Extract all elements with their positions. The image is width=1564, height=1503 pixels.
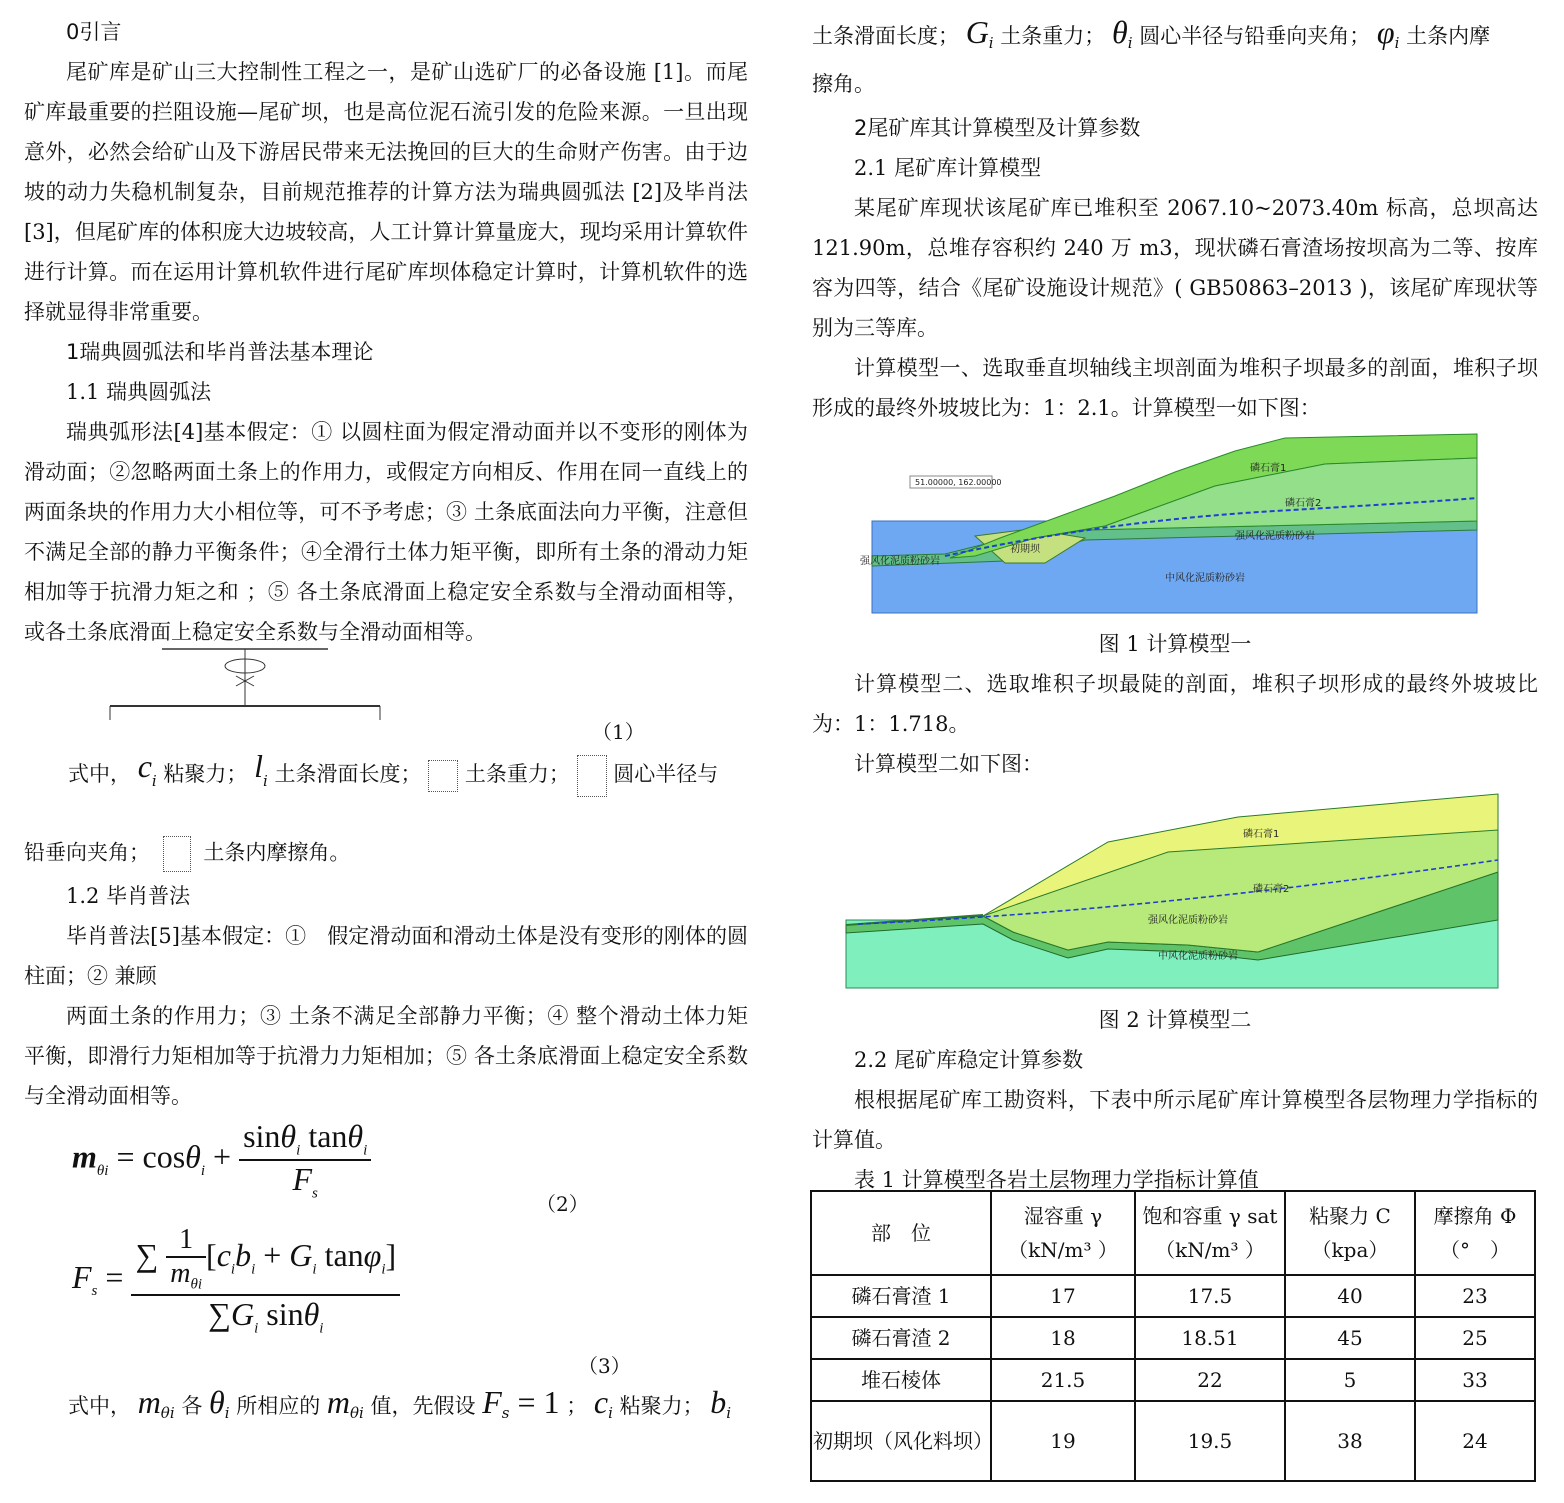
fig2-label-bedrock: 中风化泥质粉砂岩 — [1158, 951, 1238, 962]
section12-paragraph2: 两面土条的作用力；③ 土条不满足全部静力平衡；④ 整个滑动土体力矩平衡，即滑行力矩相加等于抗滑力力矩相加；⑤ 各土条底滑面上稳定安全系数与全滑动面相等。 — [24, 1004, 748, 1108]
fig2-label-weathered: 强风化泥质粉砂岩 — [1148, 915, 1228, 926]
intro-paragraph: 尾矿库是矿山三大控制性工程之一，是矿山选矿厂的必备设施 [1]。而尾矿库最重要的拦阻设施—尾矿坝，也是高位泥石流引发的危险来源。一旦出现意外，必然会给矿山及下游居民带来无法挽回的巨大的生命财产伤害。由于边坡的动力失稳机制复杂，目前规范推荐的计算方法为瑞典圆弧法 [2]及毕肖法[3]，但尾矿库的体积庞大边坡较高，人工计算计算量庞大，现均采用计算软件进行计算。而在运用计算机软件进行尾矿库坝体稳定计算时，计算机软件的选择就显得非常重要。 — [24, 60, 748, 324]
right-top-line2: 擦角。 — [812, 72, 875, 96]
figure2-caption: 图 2 计算模型二 — [1098, 1008, 1252, 1032]
equation2-number: （2） — [536, 1192, 589, 1216]
equation1-image — [100, 646, 390, 738]
table-cell: 磷石膏渣 2 — [811, 1317, 991, 1359]
table-cell: 23 — [1415, 1275, 1535, 1317]
table-row — [811, 1275, 1535, 1317]
fig1-coord-readout: 51.00000, 162.00000 — [915, 478, 1002, 487]
equation2: $m_{\theta i} = \cos\theta_i$ + $\frac{\sin\theta_i \tan\theta_i}{F_s}$ — [72, 1118, 371, 1203]
where2-cohesion: 粘聚力； — [619, 1394, 704, 1418]
phi-symbol-image — [163, 836, 191, 872]
table-cell: 19.5 — [1135, 1401, 1285, 1481]
table-row — [811, 1359, 1535, 1401]
table-row — [811, 1317, 1535, 1359]
where1-prefix: 式中， — [68, 762, 131, 786]
ci-label: 粘聚力； — [163, 762, 248, 786]
table-cell: 24 — [1415, 1401, 1535, 1481]
fig1-label-weathered-left: 强风化泥质粉砂岩 — [860, 556, 940, 567]
table-cell: 5 — [1285, 1359, 1415, 1401]
section2-block — [812, 108, 1538, 428]
table-header-cell: 湿容重 γ （kN/m³ ） — [991, 1191, 1135, 1275]
table-caption: 表 1 计算模型各岩土层物理力学指标计算值 — [854, 1168, 1259, 1192]
equation3-number: （3） — [578, 1354, 631, 1378]
right-top-angle: 圆心半径与铅垂向夹角； — [1139, 24, 1371, 48]
figure1-caption: 图 1 计算模型一 — [1098, 632, 1252, 656]
table-cell: 18 — [991, 1317, 1135, 1359]
table-cell: 17 — [991, 1275, 1135, 1317]
section21-paragraph4: 计算模型二如下图： — [854, 752, 1043, 776]
section21-model2 — [812, 664, 1538, 784]
where1-line2-text: 铅垂向夹角； — [24, 840, 150, 865]
section11-paragraph: 瑞典弧形法[4]基本假定：① 以圆柱面为假定滑动面并以不变形的刚体为滑动面；②忽略两面土条上的作用力，或假定方向相反、作用在同一直线上的两面条块的作用力大小相位等，可不予考虑；③ 土条底面法向力平衡，注意但不满足全部的静力平衡条件；④全滑行土体力矩平衡，即所有土条的滑动力矩相加等于抗滑力矩之和 ；⑤ 各土条底滑面上稳定安全系数与全滑动面相等，或各土条底滑面上稳定安全系数与全滑动面相等。 — [24, 420, 748, 644]
where1-line2 — [24, 836, 350, 872]
equation3: $F_s$ = ∑ $\frac{1}{m_{\theta i}}$ [$c_ib_i + G_i$ tanφ$_i$] $\sum G_i$ sinθ$_i$ — [72, 1224, 400, 1337]
section21-paragraph3: 计算模型二、选取堆积子坝最陡的剖面，堆积子坝形成的最终外坡坡比为：1：1.718。 — [812, 672, 1538, 736]
right-top-line: 土条滑面长度； $G_i$ 土条重力； $\theta_i$ 圆心半径与铅垂向夹角； $\varphi_i$ 土条内摩 — [812, 14, 1491, 53]
gi-symbol-image — [428, 760, 458, 792]
section12-paragraph1: 毕肖普法[5]基本假定：① 假定滑动面和滑动土体是没有变形的刚体的圆柱面；② 兼顾 — [24, 924, 748, 988]
table-cell: 33 — [1415, 1359, 1535, 1401]
table-cell: 19 — [991, 1401, 1135, 1481]
table-cell: 45 — [1285, 1317, 1415, 1359]
section12-heading: 1.2 毕肖普法 — [66, 884, 191, 908]
right-top-friction: 土条内摩 — [1406, 24, 1491, 48]
table-cell: 22 — [1135, 1359, 1285, 1401]
where1-line1: 式中， $c_i$ 粘聚力； $l_i$ 土条滑面长度； 土条重力； 圆心半径与 — [68, 752, 718, 797]
left-column — [24, 0, 748, 652]
where2-prefix: 式中， — [68, 1394, 131, 1418]
fig1-label-layer2: 磷石膏2 — [1285, 498, 1322, 509]
where2-assume: 值，先假设 — [370, 1394, 476, 1418]
table-cell: 18.51 — [1135, 1317, 1285, 1359]
section22-block — [812, 1040, 1538, 1200]
right-top-slide-length: 土条滑面长度； — [812, 24, 959, 48]
table-header-row — [811, 1191, 1535, 1275]
table-cell: 25 — [1415, 1317, 1535, 1359]
fig1-label-layer1: 磷石膏1 — [1250, 463, 1287, 474]
table-cell: 堆石棱体 — [811, 1359, 991, 1401]
section12-block — [24, 876, 748, 1116]
section21-paragraph1: 某尾矿库现状该尾矿库已堆积至 2067.10~2073.40m 标高，总坝高达 121.90m，总堆存容积约 240 万 m3，现状磷石膏渣场按坝高为二等、按库容为四等，结合《尾矿设施设计规范》( GB50863–2013 )，该尾矿库现状等别为三等库。 — [812, 196, 1538, 340]
theta-symbol-image — [577, 755, 607, 797]
fig2-label-layer2: 磷石膏2 — [1253, 884, 1290, 895]
figure1-model — [855, 426, 1485, 618]
ci-symbol: c — [137, 748, 152, 784]
table-cell: 40 — [1285, 1275, 1415, 1317]
table-cell: 21.5 — [991, 1359, 1135, 1401]
section2-heading: 2尾矿库其计算模型及计算参数 — [854, 116, 1141, 140]
table-header-cell: 粘聚力 C （kpa） — [1285, 1191, 1415, 1275]
table-header-cell: 饱和容重 γ sat （kN/m³ ） — [1135, 1191, 1285, 1275]
section11-heading: 1.1 瑞典圆弧法 — [66, 380, 212, 404]
section1-heading: 1瑞典圆弧法和毕肖普法基本理论 — [66, 340, 374, 364]
table-cell: 17.5 — [1135, 1275, 1285, 1317]
right-top-gravity: 土条重力； — [1000, 24, 1106, 48]
li-label: 土条滑面长度； — [274, 762, 422, 786]
section21-heading: 2.1 尾矿库计算模型 — [854, 156, 1042, 180]
fig1-label-starter-dam: 初期坝 — [1010, 544, 1040, 555]
table-header-cell: 部 位 — [811, 1191, 991, 1275]
section22-heading: 2.2 尾矿库稳定计算参数 — [854, 1048, 1084, 1072]
equation1-number: （1） — [592, 720, 645, 744]
fig1-label-bedrock: 中风化泥质粉砂岩 — [1165, 573, 1245, 584]
fig2-label-layer1: 磷石膏1 — [1243, 829, 1280, 840]
li-symbol: l — [254, 748, 263, 784]
phi-label: 土条内摩擦角。 — [203, 840, 351, 865]
intro-heading: 0引言 — [66, 20, 122, 44]
table-cell: 初期坝（风化料坝） — [811, 1401, 991, 1481]
parameters-table — [810, 1190, 1536, 1482]
fig1-label-weathered: 强风化泥质粉砂岩 — [1235, 531, 1315, 542]
table-header-cell: 摩擦角 Φ （° ） — [1415, 1191, 1535, 1275]
where2-line: 式中， $m_{\theta i}$ 各 $\theta_i$ 所相应的 $m_{\theta i}$ 值，先假设 $F_s = 1$ ； $c_i$ 粘聚力； $b_i$ — [68, 1384, 732, 1423]
where2-semicolon: ； — [566, 1394, 588, 1418]
table-cell: 38 — [1285, 1401, 1415, 1481]
section22-paragraph: 根根据尾矿库工勘资料，下表中所示尾矿库计算模型各层物理力学指标的计算值。 — [812, 1088, 1538, 1152]
gi-label: 土条重力； — [464, 762, 570, 786]
table-row — [811, 1401, 1535, 1481]
table-cell: 磷石膏渣 1 — [811, 1275, 991, 1317]
theta-label: 圆心半径与 — [613, 762, 719, 786]
figure2-model — [838, 782, 1506, 992]
where2-each: 各 — [181, 1394, 203, 1418]
where2-corresponding: 所相应的 — [236, 1394, 321, 1418]
section21-paragraph2: 计算模型一、选取垂直坝轴线主坝剖面为堆积子坝最多的剖面，堆积子坝形成的最终外坡坡比为：1：2.1。计算模型一如下图： — [812, 356, 1538, 420]
